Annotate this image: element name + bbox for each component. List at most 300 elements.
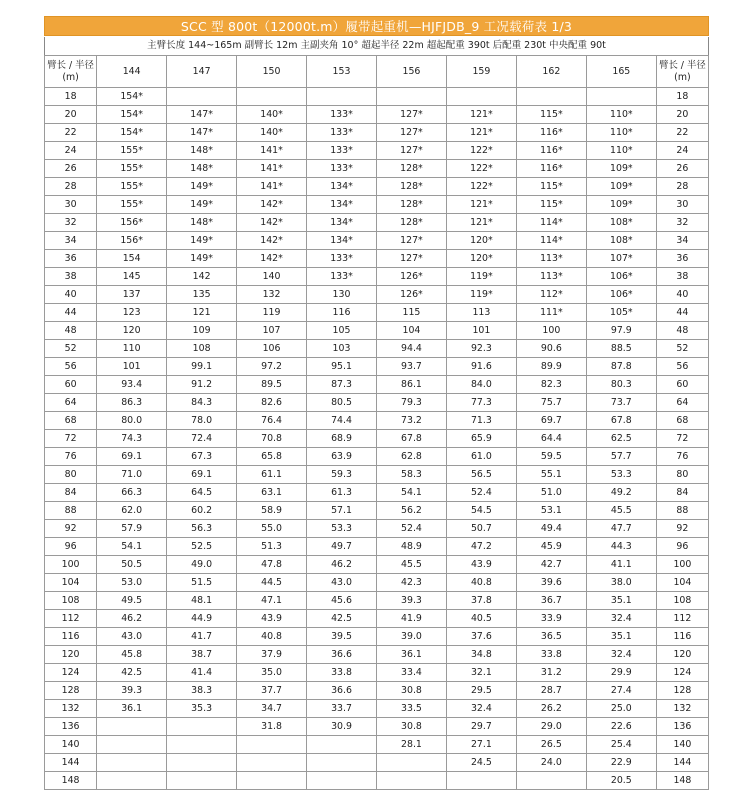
load-value-cell: 108 <box>167 340 237 358</box>
load-value-cell: 41.4 <box>167 664 237 682</box>
load-value-cell: 36.6 <box>307 682 377 700</box>
load-value-cell: 46.2 <box>307 556 377 574</box>
right-header-label: 臂长 / 半径 <box>659 59 706 71</box>
load-value-cell: 113* <box>516 250 586 268</box>
table-row <box>45 178 709 196</box>
radius-cell-right: 148 <box>656 772 708 790</box>
load-value-cell: 105 <box>307 322 377 340</box>
load-value-cell: 113* <box>516 268 586 286</box>
load-value-cell: 55.1 <box>516 466 586 484</box>
load-value-cell: 111* <box>516 304 586 322</box>
load-value-cell: 109 <box>167 322 237 340</box>
load-value-cell: 32.4 <box>446 700 516 718</box>
load-value-cell: 37.9 <box>237 646 307 664</box>
load-value-cell: 66.3 <box>97 484 167 502</box>
load-value-cell: 71.0 <box>97 466 167 484</box>
load-value-cell: 106* <box>586 268 656 286</box>
left-header-label: 臂长 / 半径 <box>47 59 94 71</box>
load-value-cell: 148* <box>167 142 237 160</box>
boom-header: 150 <box>237 56 307 88</box>
load-value-cell: 61.3 <box>307 484 377 502</box>
load-value-cell: 24.5 <box>446 754 516 772</box>
load-value-cell: 20.5 <box>586 772 656 790</box>
load-value-cell: 127* <box>376 142 446 160</box>
load-value-cell: 55.0 <box>237 520 307 538</box>
radius-cell-right: 18 <box>656 88 708 106</box>
radius-cell-left: 72 <box>45 430 97 448</box>
load-value-cell: 36.6 <box>307 646 377 664</box>
load-value-cell: 104 <box>376 322 446 340</box>
load-value-cell: 84.3 <box>167 394 237 412</box>
table-row <box>45 232 709 250</box>
load-value-cell: 93.4 <box>97 376 167 394</box>
load-value-cell: 27.4 <box>586 682 656 700</box>
load-value-cell: 134* <box>307 178 377 196</box>
load-value-cell: 154* <box>97 124 167 142</box>
load-value-cell: 22.9 <box>586 754 656 772</box>
boom-header: 144 <box>97 56 167 88</box>
radius-cell-left: 68 <box>45 412 97 430</box>
load-value-cell: 64.5 <box>167 484 237 502</box>
load-value-cell: 82.6 <box>237 394 307 412</box>
load-value-cell <box>97 736 167 754</box>
table-row <box>45 682 709 700</box>
load-value-cell: 110 <box>97 340 167 358</box>
table-row <box>45 268 709 286</box>
table-row <box>45 628 709 646</box>
load-value-cell: 149* <box>167 250 237 268</box>
load-value-cell: 142 <box>167 268 237 286</box>
load-value-cell: 33.5 <box>376 700 446 718</box>
load-value-cell: 51.0 <box>516 484 586 502</box>
load-value-cell: 29.5 <box>446 682 516 700</box>
load-value-cell: 30.8 <box>376 682 446 700</box>
table-row <box>45 142 709 160</box>
load-value-cell: 74.3 <box>97 430 167 448</box>
load-value-cell: 36.1 <box>97 700 167 718</box>
radius-cell-left: 92 <box>45 520 97 538</box>
table-row <box>45 358 709 376</box>
radius-cell-left: 52 <box>45 340 97 358</box>
load-value-cell <box>167 754 237 772</box>
load-value-cell: 133* <box>307 142 377 160</box>
radius-cell-left: 76 <box>45 448 97 466</box>
load-value-cell: 133* <box>307 106 377 124</box>
load-value-cell: 103 <box>307 340 377 358</box>
radius-cell-right: 136 <box>656 718 708 736</box>
load-value-cell: 31.8 <box>237 718 307 736</box>
load-value-cell: 61.1 <box>237 466 307 484</box>
load-value-cell: 148* <box>167 160 237 178</box>
load-value-cell: 26.2 <box>516 700 586 718</box>
load-value-cell: 121* <box>446 196 516 214</box>
radius-cell-left: 60 <box>45 376 97 394</box>
radius-cell-right: 76 <box>656 448 708 466</box>
load-value-cell: 133* <box>307 250 377 268</box>
load-value-cell: 49.4 <box>516 520 586 538</box>
radius-cell-left: 112 <box>45 610 97 628</box>
table-row <box>45 646 709 664</box>
load-value-cell: 45.9 <box>516 538 586 556</box>
load-value-cell <box>376 88 446 106</box>
load-value-cell <box>237 772 307 790</box>
load-value-cell: 29.0 <box>516 718 586 736</box>
radius-cell-left: 108 <box>45 592 97 610</box>
radius-cell-left: 84 <box>45 484 97 502</box>
load-value-cell: 36.7 <box>516 592 586 610</box>
load-value-cell: 142* <box>237 232 307 250</box>
load-value-cell: 54.5 <box>446 502 516 520</box>
load-value-cell: 38.3 <box>167 682 237 700</box>
load-value-cell: 109* <box>586 196 656 214</box>
load-value-cell: 28.1 <box>376 736 446 754</box>
radius-cell-left: 48 <box>45 322 97 340</box>
load-value-cell: 48.1 <box>167 592 237 610</box>
load-value-cell: 68.9 <box>307 430 377 448</box>
load-value-cell: 58.9 <box>237 502 307 520</box>
load-value-cell: 149* <box>167 178 237 196</box>
load-value-cell: 155* <box>97 178 167 196</box>
load-value-cell: 127* <box>376 106 446 124</box>
table-row <box>45 556 709 574</box>
boom-header: 156 <box>376 56 446 88</box>
load-value-cell: 79.3 <box>376 394 446 412</box>
load-value-cell: 155* <box>97 196 167 214</box>
load-value-cell: 105* <box>586 304 656 322</box>
radius-cell-right: 28 <box>656 178 708 196</box>
load-value-cell: 45.6 <box>307 592 377 610</box>
load-value-cell: 149* <box>167 196 237 214</box>
load-value-cell: 141* <box>237 178 307 196</box>
load-value-cell: 76.4 <box>237 412 307 430</box>
load-value-cell: 57.9 <box>97 520 167 538</box>
load-value-cell: 67.8 <box>586 412 656 430</box>
load-value-cell: 120* <box>446 250 516 268</box>
load-value-cell: 34.8 <box>446 646 516 664</box>
radius-cell-left: 136 <box>45 718 97 736</box>
load-value-cell: 50.5 <box>97 556 167 574</box>
load-value-cell: 110* <box>586 142 656 160</box>
load-value-cell: 39.6 <box>516 574 586 592</box>
load-value-cell: 43.0 <box>97 628 167 646</box>
load-value-cell <box>97 754 167 772</box>
radius-cell-left: 22 <box>45 124 97 142</box>
load-value-cell: 108* <box>586 214 656 232</box>
load-value-cell: 127* <box>376 250 446 268</box>
radius-cell-right: 72 <box>656 430 708 448</box>
load-value-cell: 52.4 <box>376 520 446 538</box>
load-value-cell: 86.1 <box>376 376 446 394</box>
radius-cell-right: 38 <box>656 268 708 286</box>
load-value-cell: 26.5 <box>516 736 586 754</box>
load-value-cell: 90.6 <box>516 340 586 358</box>
radius-cell-left: 36 <box>45 250 97 268</box>
load-value-cell: 43.9 <box>446 556 516 574</box>
radius-cell-right: 32 <box>656 214 708 232</box>
load-value-cell: 134* <box>307 214 377 232</box>
table-row <box>45 196 709 214</box>
load-value-cell: 113 <box>446 304 516 322</box>
radius-cell-right: 128 <box>656 682 708 700</box>
load-value-cell: 64.4 <box>516 430 586 448</box>
load-value-cell <box>237 736 307 754</box>
load-value-cell: 128* <box>376 178 446 196</box>
load-value-cell: 38.7 <box>167 646 237 664</box>
load-value-cell: 40.5 <box>446 610 516 628</box>
load-value-cell: 45.5 <box>586 502 656 520</box>
load-value-cell <box>307 772 377 790</box>
radius-cell-left: 56 <box>45 358 97 376</box>
radius-cell-right: 84 <box>656 484 708 502</box>
load-value-cell: 30.9 <box>307 718 377 736</box>
load-value-cell: 122* <box>446 160 516 178</box>
load-value-cell: 88.5 <box>586 340 656 358</box>
radius-cell-left: 64 <box>45 394 97 412</box>
load-value-cell: 155* <box>97 160 167 178</box>
radius-cell-right: 56 <box>656 358 708 376</box>
load-value-cell: 130 <box>307 286 377 304</box>
load-table <box>44 55 709 790</box>
load-value-cell: 34.7 <box>237 700 307 718</box>
load-value-cell: 92.3 <box>446 340 516 358</box>
load-value-cell: 114* <box>516 232 586 250</box>
radius-cell-right: 22 <box>656 124 708 142</box>
load-value-cell: 73.7 <box>586 394 656 412</box>
load-value-cell: 72.4 <box>167 430 237 448</box>
radius-cell-right: 34 <box>656 232 708 250</box>
load-value-cell: 32.4 <box>586 610 656 628</box>
load-value-cell: 101 <box>97 358 167 376</box>
load-value-cell: 77.3 <box>446 394 516 412</box>
load-value-cell: 127* <box>376 232 446 250</box>
right-header-cell <box>656 56 708 88</box>
load-value-cell: 95.1 <box>307 358 377 376</box>
load-value-cell: 56.5 <box>446 466 516 484</box>
load-value-cell: 28.7 <box>516 682 586 700</box>
boom-header: 159 <box>446 56 516 88</box>
load-value-cell: 141* <box>237 142 307 160</box>
boom-header: 162 <box>516 56 586 88</box>
radius-cell-left: 80 <box>45 466 97 484</box>
load-value-cell: 63.9 <box>307 448 377 466</box>
load-value-cell: 116* <box>516 124 586 142</box>
radius-cell-right: 68 <box>656 412 708 430</box>
load-value-cell: 140 <box>237 268 307 286</box>
boom-header: 165 <box>586 56 656 88</box>
table-row <box>45 484 709 502</box>
load-value-cell: 61.0 <box>446 448 516 466</box>
load-value-cell <box>446 88 516 106</box>
load-value-cell: 41.9 <box>376 610 446 628</box>
load-value-cell: 115* <box>516 178 586 196</box>
table-row <box>45 700 709 718</box>
load-value-cell: 53.3 <box>307 520 377 538</box>
load-value-cell <box>307 88 377 106</box>
table-row <box>45 502 709 520</box>
radius-cell-left: 44 <box>45 304 97 322</box>
radius-cell-left: 40 <box>45 286 97 304</box>
load-value-cell: 39.3 <box>97 682 167 700</box>
load-value-cell <box>237 754 307 772</box>
load-value-cell <box>97 772 167 790</box>
load-value-cell: 37.6 <box>446 628 516 646</box>
load-value-cell: 108* <box>586 232 656 250</box>
radius-cell-right: 96 <box>656 538 708 556</box>
load-value-cell: 137 <box>97 286 167 304</box>
load-value-cell: 36.1 <box>376 646 446 664</box>
load-value-cell: 59.3 <box>307 466 377 484</box>
load-value-cell: 44.9 <box>167 610 237 628</box>
load-value-cell: 87.8 <box>586 358 656 376</box>
load-value-cell: 46.2 <box>97 610 167 628</box>
load-value-cell: 47.1 <box>237 592 307 610</box>
load-value-cell: 110* <box>586 106 656 124</box>
table-row <box>45 592 709 610</box>
table-row <box>45 250 709 268</box>
load-value-cell: 84.0 <box>446 376 516 394</box>
load-value-cell: 32.4 <box>586 646 656 664</box>
load-value-cell: 140* <box>237 124 307 142</box>
load-value-cell: 73.2 <box>376 412 446 430</box>
load-value-cell: 154* <box>97 106 167 124</box>
load-value-cell: 141* <box>237 160 307 178</box>
radius-cell-left: 26 <box>45 160 97 178</box>
load-value-cell: 42.3 <box>376 574 446 592</box>
load-value-cell: 37.8 <box>446 592 516 610</box>
load-value-cell: 51.5 <box>167 574 237 592</box>
load-value-cell: 33.9 <box>516 610 586 628</box>
radius-cell-right: 20 <box>656 106 708 124</box>
table-row <box>45 772 709 790</box>
load-value-cell: 114* <box>516 214 586 232</box>
table-row <box>45 412 709 430</box>
load-value-cell: 121* <box>446 214 516 232</box>
load-value-cell: 91.6 <box>446 358 516 376</box>
radius-cell-right: 44 <box>656 304 708 322</box>
load-value-cell: 54.1 <box>97 538 167 556</box>
load-value-cell: 142* <box>237 214 307 232</box>
load-value-cell: 31.2 <box>516 664 586 682</box>
load-value-cell <box>307 754 377 772</box>
load-value-cell: 24.0 <box>516 754 586 772</box>
load-value-cell: 40.8 <box>446 574 516 592</box>
load-value-cell: 50.7 <box>446 520 516 538</box>
radius-cell-left: 34 <box>45 232 97 250</box>
load-value-cell: 156* <box>97 214 167 232</box>
load-value-cell: 149* <box>167 232 237 250</box>
load-value-cell: 119* <box>446 286 516 304</box>
load-value-cell: 62.8 <box>376 448 446 466</box>
load-value-cell: 119* <box>446 268 516 286</box>
load-value-cell: 25.0 <box>586 700 656 718</box>
boom-header: 147 <box>167 56 237 88</box>
table-row <box>45 88 709 106</box>
load-value-cell: 134* <box>307 196 377 214</box>
radius-cell-right: 60 <box>656 376 708 394</box>
load-value-cell: 87.3 <box>307 376 377 394</box>
load-value-cell: 122* <box>446 142 516 160</box>
load-value-cell: 86.3 <box>97 394 167 412</box>
load-value-cell: 97.2 <box>237 358 307 376</box>
load-value-cell: 40.8 <box>237 628 307 646</box>
load-value-cell: 74.4 <box>307 412 377 430</box>
load-value-cell: 134* <box>307 232 377 250</box>
load-value-cell: 67.8 <box>376 430 446 448</box>
load-value-cell: 62.0 <box>97 502 167 520</box>
load-value-cell: 30.8 <box>376 718 446 736</box>
table-row <box>45 124 709 142</box>
load-value-cell: 42.5 <box>97 664 167 682</box>
load-value-cell: 33.8 <box>307 664 377 682</box>
table-row <box>45 610 709 628</box>
load-value-cell: 123 <box>97 304 167 322</box>
load-value-cell: 38.0 <box>586 574 656 592</box>
radius-cell-right: 92 <box>656 520 708 538</box>
load-value-cell: 35.3 <box>167 700 237 718</box>
load-value-cell: 33.8 <box>516 646 586 664</box>
load-value-cell: 39.3 <box>376 592 446 610</box>
load-value-cell: 122* <box>446 178 516 196</box>
radius-cell-right: 52 <box>656 340 708 358</box>
load-value-cell: 42.5 <box>307 610 377 628</box>
load-value-cell: 29.9 <box>586 664 656 682</box>
radius-cell-right: 24 <box>656 142 708 160</box>
load-value-cell: 110* <box>586 124 656 142</box>
table-row <box>45 106 709 124</box>
load-value-cell: 128* <box>376 160 446 178</box>
load-value-cell: 142* <box>237 250 307 268</box>
table-row <box>45 538 709 556</box>
load-value-cell: 56.2 <box>376 502 446 520</box>
load-value-cell: 43.0 <box>307 574 377 592</box>
table-row <box>45 664 709 682</box>
load-value-cell <box>167 772 237 790</box>
table-row <box>45 304 709 322</box>
load-value-cell: 32.1 <box>446 664 516 682</box>
load-value-cell: 44.5 <box>237 574 307 592</box>
table-row <box>45 430 709 448</box>
load-value-cell: 78.0 <box>167 412 237 430</box>
load-value-cell <box>237 88 307 106</box>
load-value-cell: 101 <box>446 322 516 340</box>
radius-cell-right: 140 <box>656 736 708 754</box>
load-value-cell: 37.7 <box>237 682 307 700</box>
load-value-cell: 121 <box>167 304 237 322</box>
load-value-cell: 93.7 <box>376 358 446 376</box>
radius-cell-right: 30 <box>656 196 708 214</box>
radius-cell-left: 132 <box>45 700 97 718</box>
load-value-cell: 47.7 <box>586 520 656 538</box>
load-value-cell <box>446 772 516 790</box>
radius-cell-right: 124 <box>656 664 708 682</box>
load-value-cell: 109* <box>586 178 656 196</box>
load-value-cell: 80.5 <box>307 394 377 412</box>
load-value-cell: 35.1 <box>586 592 656 610</box>
load-value-cell: 57.7 <box>586 448 656 466</box>
radius-cell-right: 48 <box>656 322 708 340</box>
radius-cell-left: 124 <box>45 664 97 682</box>
load-value-cell: 62.5 <box>586 430 656 448</box>
radius-cell-left: 96 <box>45 538 97 556</box>
load-value-cell: 89.9 <box>516 358 586 376</box>
radius-cell-right: 80 <box>656 466 708 484</box>
load-value-cell: 39.0 <box>376 628 446 646</box>
table-row <box>45 322 709 340</box>
load-value-cell: 57.1 <box>307 502 377 520</box>
load-value-cell: 29.7 <box>446 718 516 736</box>
load-value-cell: 107 <box>237 322 307 340</box>
load-value-cell: 33.7 <box>307 700 377 718</box>
